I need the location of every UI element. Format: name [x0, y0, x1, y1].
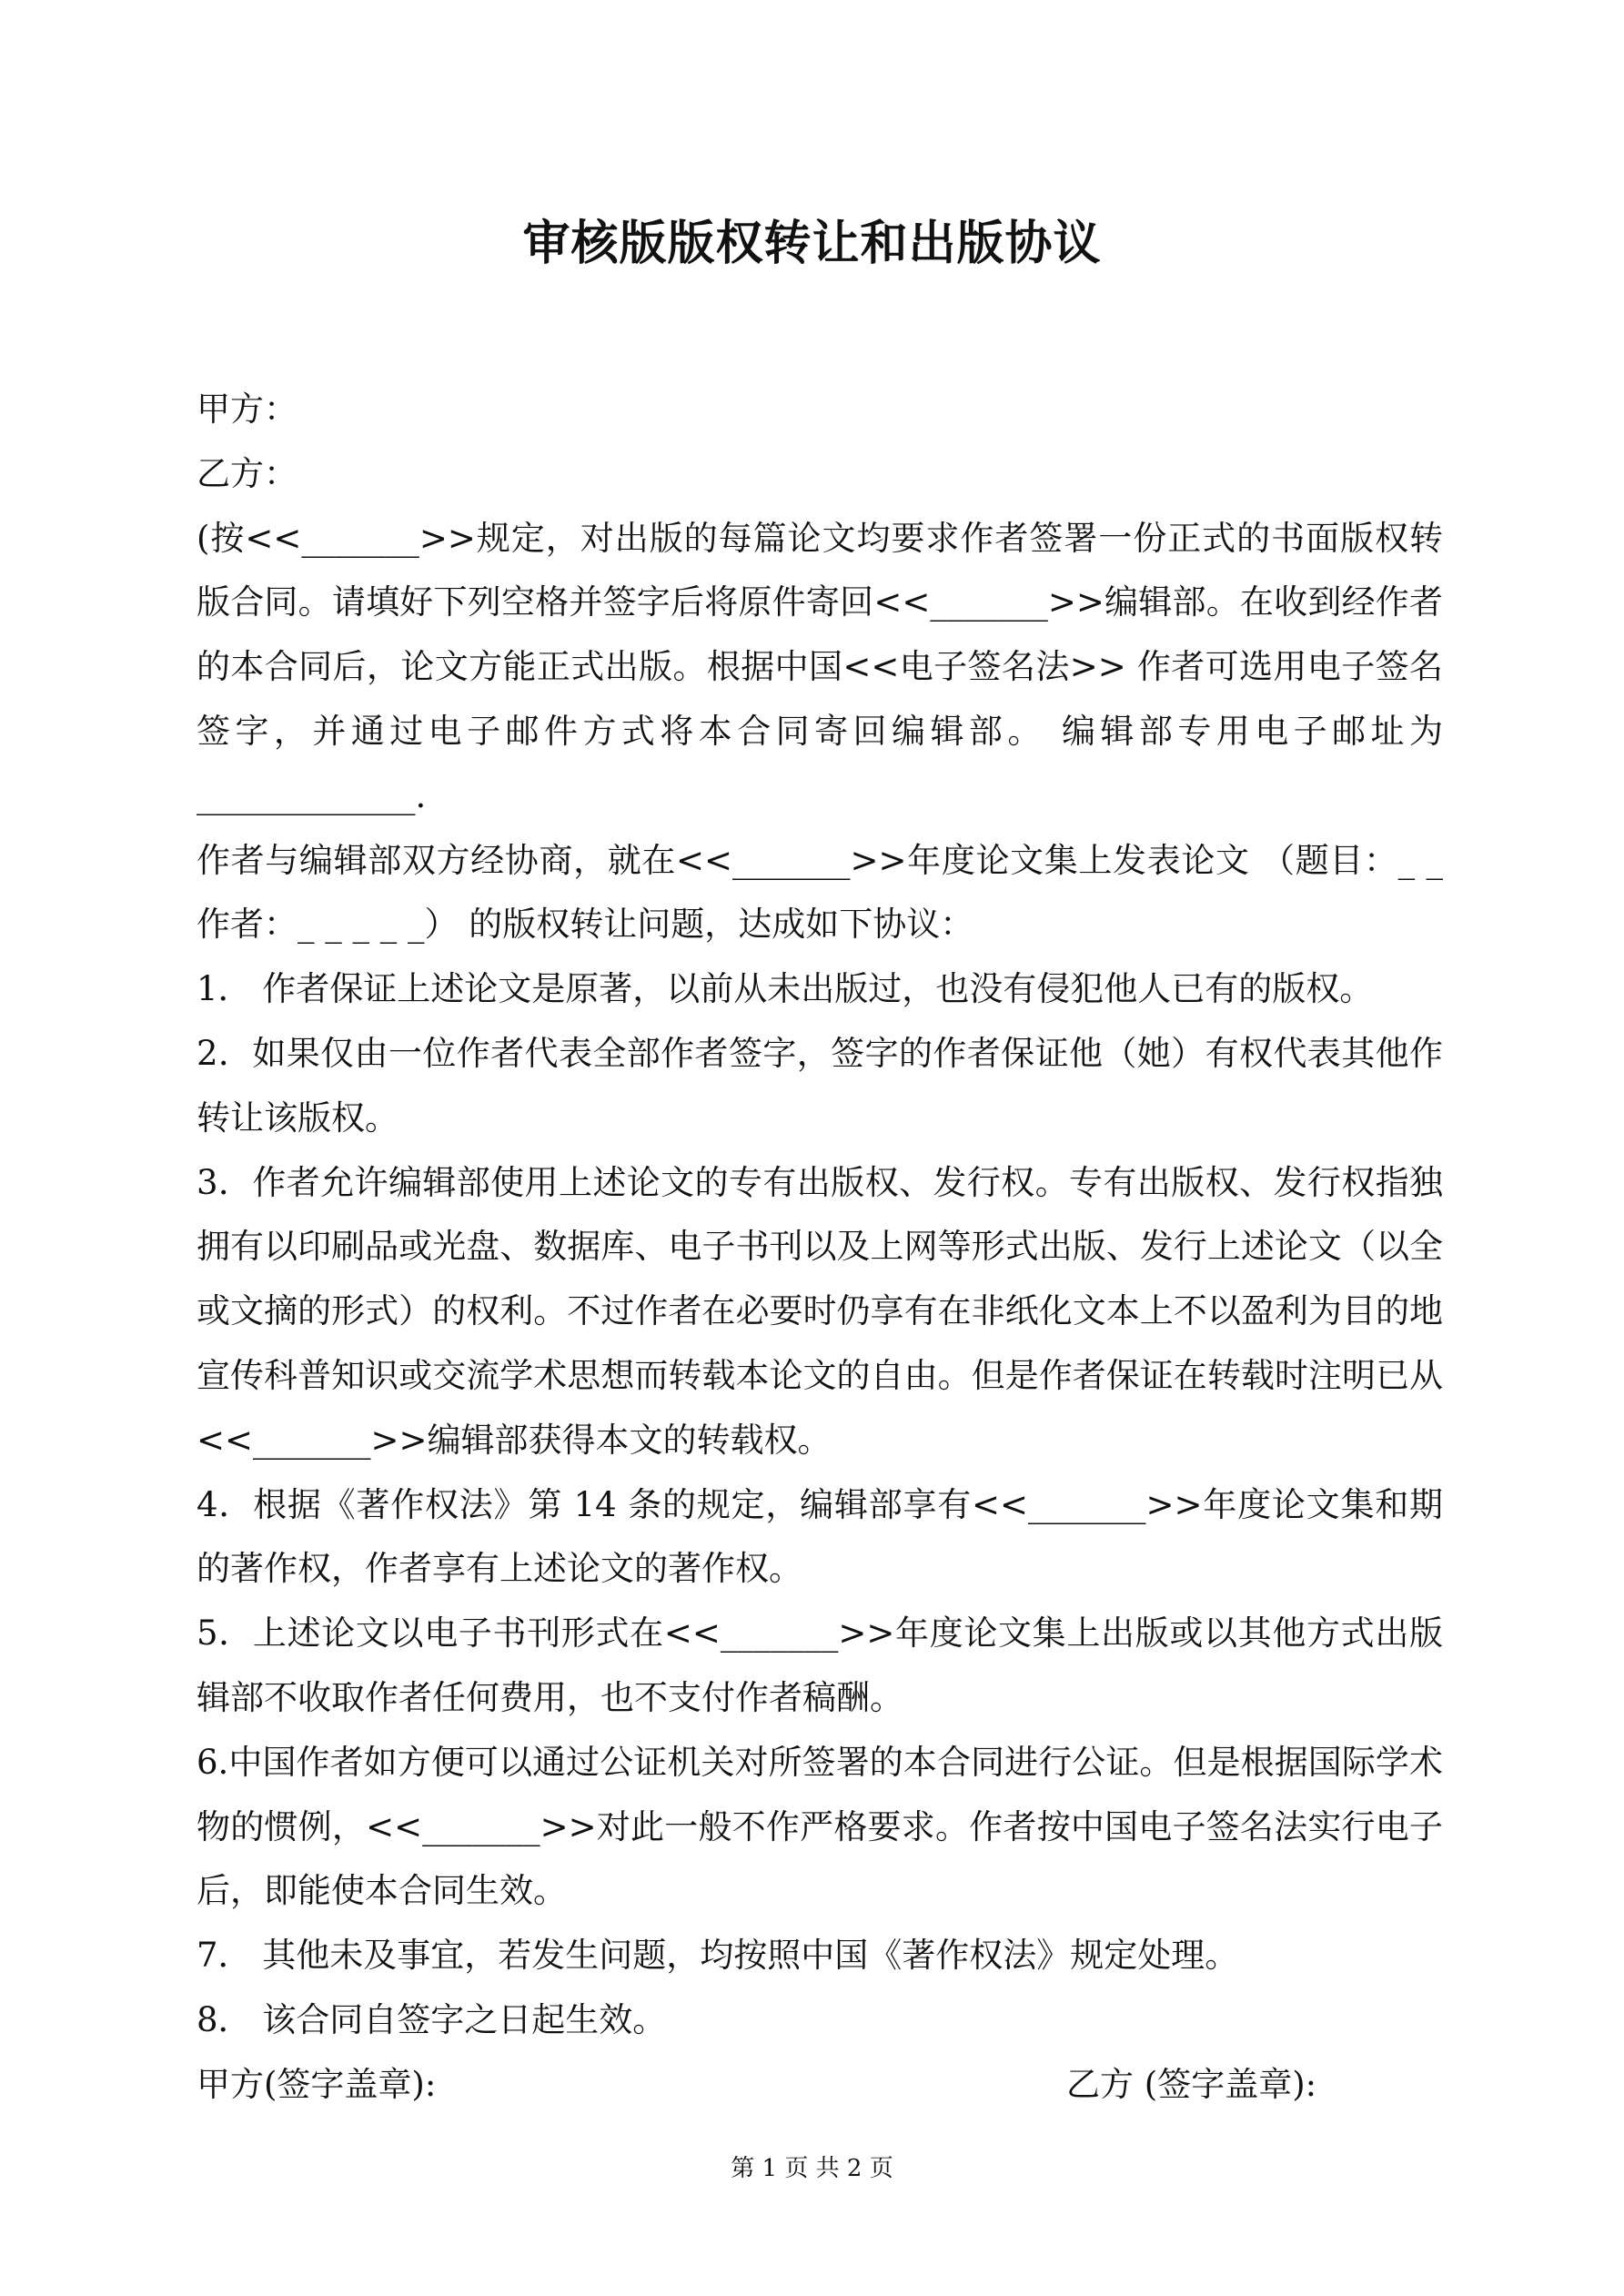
- clause-2: 2．如果仅由一位作者代表全部作者签字，签字的作者保证他（她）有权代表其他作: [197, 1033, 1443, 1073]
- paragraph-line: 作者：_ _ _ _ _） 的版权转让问题，达成如下协议：: [197, 905, 974, 945]
- party-a-line: 甲方：: [197, 389, 298, 429]
- document-body: [197, 378, 1443, 2118]
- clause-3-cont: 拥有以印刷品或光盘、数据库、电子书刊以及上网等形式出版、发行上述论文（以全: [197, 1227, 1443, 1267]
- clause-4-cont: 的著作权，作者享有上述论文的著作权。: [197, 1549, 802, 1589]
- clause-1: 1． 作者保证上述论文是原著，以前从未出版过，也没有侵犯他人已有的版权。: [197, 969, 1374, 1009]
- clause-6-cont: 物的惯例，<<_______>>对此一般不作严格要求。作者按中国电子签名法实行电子: [197, 1806, 1443, 1846]
- document-title: 审核版版权转让和出版协议: [522, 216, 1102, 271]
- paragraph-line: 版合同。请填好下列空格并签字后将原件寄回<<_______>>编辑部。在收到经作者: [197, 582, 1443, 622]
- paragraph-line: 的本合同后，论文方能正式出版。根据中国<<电子签名法>> 作者可选用电子签名: [197, 647, 1443, 687]
- clause-3: 3．作者允许编辑部使用上述论文的专有出版权、发行权。专有出版权、发行权指独: [197, 1162, 1443, 1202]
- clause-2-cont: 转让该版权。: [197, 1097, 398, 1138]
- paragraph-line: 作者与编辑部双方经协商，就在<<_______>>年度论文集上发表论文 （题目：_ _: [197, 840, 1443, 880]
- clause-3-cont: <<_______>>编辑部获得本文的转载权。: [197, 1420, 832, 1460]
- clause-7: 7． 其他未及事宜，若发生问题，均按照中国《著作权法》规定处理。: [197, 1936, 1239, 1976]
- clause-3-cont: 或文摘的形式）的权利。不过作者在必要时仍享有在非纸化文本上不以盈利为目的地: [197, 1291, 1443, 1331]
- clause-5: 5．上述论文以电子书刊形式在<<_______>>年度论文集上出版或以其他方式出版: [197, 1613, 1443, 1654]
- clause-3-cont: 宣传科普知识或交流学术思想而转载本论文的自由。但是作者保证在转载时注明已从: [197, 1355, 1443, 1395]
- paragraph-line: 签字，并通过电子邮件方式将本合同寄回编辑部。 编辑部专用电子邮址为: [197, 711, 1443, 751]
- paragraph-line: (按<<_______>>规定，对出版的每篇论文均要求作者签署一份正式的书面版权转: [197, 518, 1443, 558]
- page-footer: 第 1 页 共 2 页: [731, 2155, 893, 2182]
- party-b-line: 乙方：: [197, 453, 298, 493]
- clause-4: 4．根据《著作权法》第 14 条的规定，编辑部享有<<_______>>年度论文集和期: [197, 1484, 1443, 1524]
- clause-6-cont: 后，即能使本合同生效。: [197, 1871, 567, 1911]
- clause-6: 6.中国作者如方便可以通过公证机关对所签署的本合同进行公证。但是根据国际学术: [197, 1742, 1443, 1782]
- clause-5-cont: 辑部不收取作者任何费用，也不支付作者稿酬。: [197, 1677, 903, 1717]
- signature-row: [197, 2053, 1443, 2118]
- clause-8: 8． 该合同自签字之日起生效。: [197, 1999, 667, 2039]
- party-b-signature-label: 乙方 (签字盖章):: [1066, 2064, 1317, 2104]
- paragraph-line: _____________.: [197, 775, 427, 815]
- party-a-signature-label: 甲方(签字盖章):: [197, 2064, 437, 2104]
